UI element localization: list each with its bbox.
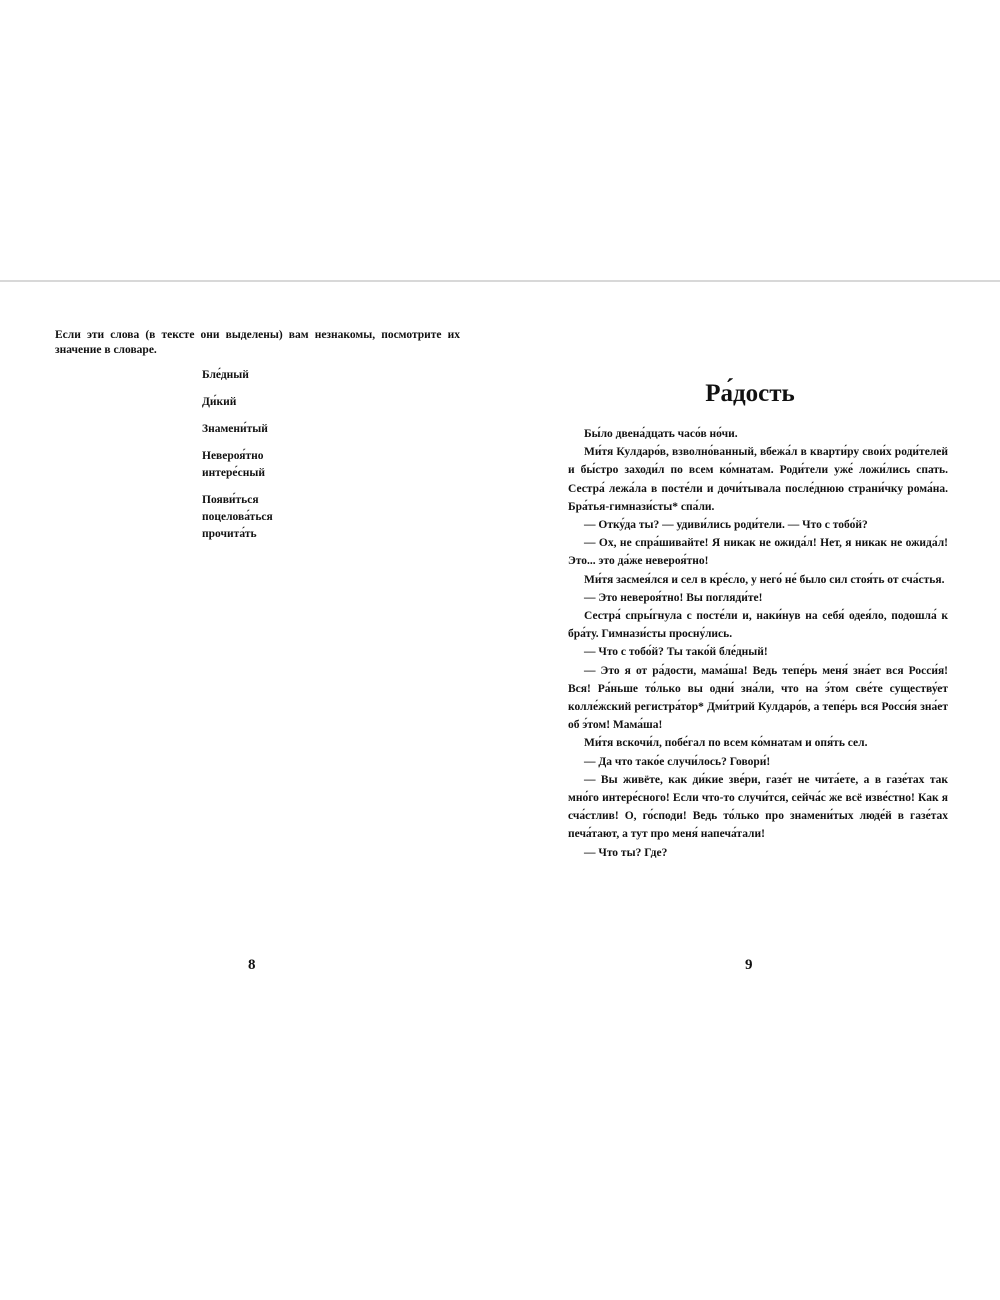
vocabulary-item [202,492,342,543]
story-paragraph: — Отку́да ты? — удиви́лись роди́тели. — Что с тобо́й? [584,519,868,532]
right-page [500,284,1000,984]
vocabulary-intro: Если эти слова (в тексте они выделены) вам незнакомы, посмотрите их значение в словаре. [55,329,460,356]
vocabulary-item [202,394,342,411]
story-paragraph: — Да что тако́е случи́лось? Говори́! [584,755,771,768]
story-text [568,425,948,862]
story-paragraph: — Вы живёте, как ди́кие зве́ри, газе́т не чита́ете, а в газе́тах так мно́го интере́сного! Если что-то случи́тся, сейча́с же всё изве́стно! Как я сча́стлив! О, го́споди! Ведь то́лько про знамени́тых люде́й в газе́тах печа́тают, а тут про меня́ напеча́тали! [568,773,948,841]
story-paragraph: — Что ты? Где? [584,846,668,859]
story-paragraph: Ми́тя Кулдаро́в, взволно́ванный, вбежа́л в кварти́ру свои́х роди́телей и бы́стро заходи́л по всем ко́мнатам. Роди́тели уже́ ложи́лись спать. Сестра́ лежа́ла в посте́ли и дочи́тывала после́днюю страни́чку рома́на. Бра́тья-гимнази́сты* спа́ли. [568,446,948,513]
vocabulary-word: прочита́ть [202,528,257,540]
vocabulary-word: интере́сный [202,467,265,479]
vocabulary-word: Знамени́тый [202,423,268,435]
story-paragraph: — Это я от ра́дости, мама́ша! Ведь тепе́рь меня́ зна́ет вся Росси́я! Вся! Ра́ньше то́лько вы одни́ зна́ли, что на э́том све́те существу́ет колле́жский регистра́тор* Дми́трий Кулдаро́в, а тепе́рь вся Росси́я зна́ет об э́том! Мама́ша! [568,664,948,732]
vocabulary-list [202,367,342,553]
page-number-right: 9 [745,957,753,973]
story-paragraph: Сестра́ спры́гнула с посте́ли и, наки́нув на себя́ одея́ло, подошла́ к бра́ту. Гимнази́сты просну́лись. [568,610,948,641]
story-paragraph: — Это невероя́тно! Вы погляди́те! [584,591,763,604]
vocabulary-word: Появи́ться [202,494,259,506]
chapter-title: Ра́дость [705,380,795,407]
vocabulary-word: Невероя́тно [202,450,264,462]
vocabulary-word: поцелова́ться [202,511,273,523]
story-paragraph: — Что с тобо́й? Ты тако́й бле́дный! [584,646,768,659]
vocabulary-word: Бле́дный [202,369,249,381]
vocabulary-item [202,421,342,438]
story-paragraph: Ми́тя вскочи́л, побе́гал по всем ко́мнатам и опя́ть сел. [584,737,868,750]
story-paragraph: Бы́ло двена́дцать часо́в но́чи. [584,428,738,440]
vocabulary-word: Ди́кий [202,396,237,408]
left-page [0,284,500,984]
vocabulary-item [202,448,342,482]
story-paragraph: — Ох, не спра́шивайте! Я никак не ожида́л! Нет, я никак не ожида́л! Это... это да́же невероя́тно! [568,537,948,568]
page-number-left: 8 [248,957,256,973]
vocabulary-item [202,367,342,384]
top-divider-line [0,280,1000,282]
story-paragraph: Ми́тя засмея́лся и сел в кре́сло, у него́ не́ было сил стоя́ть от сча́стья. [584,573,945,586]
